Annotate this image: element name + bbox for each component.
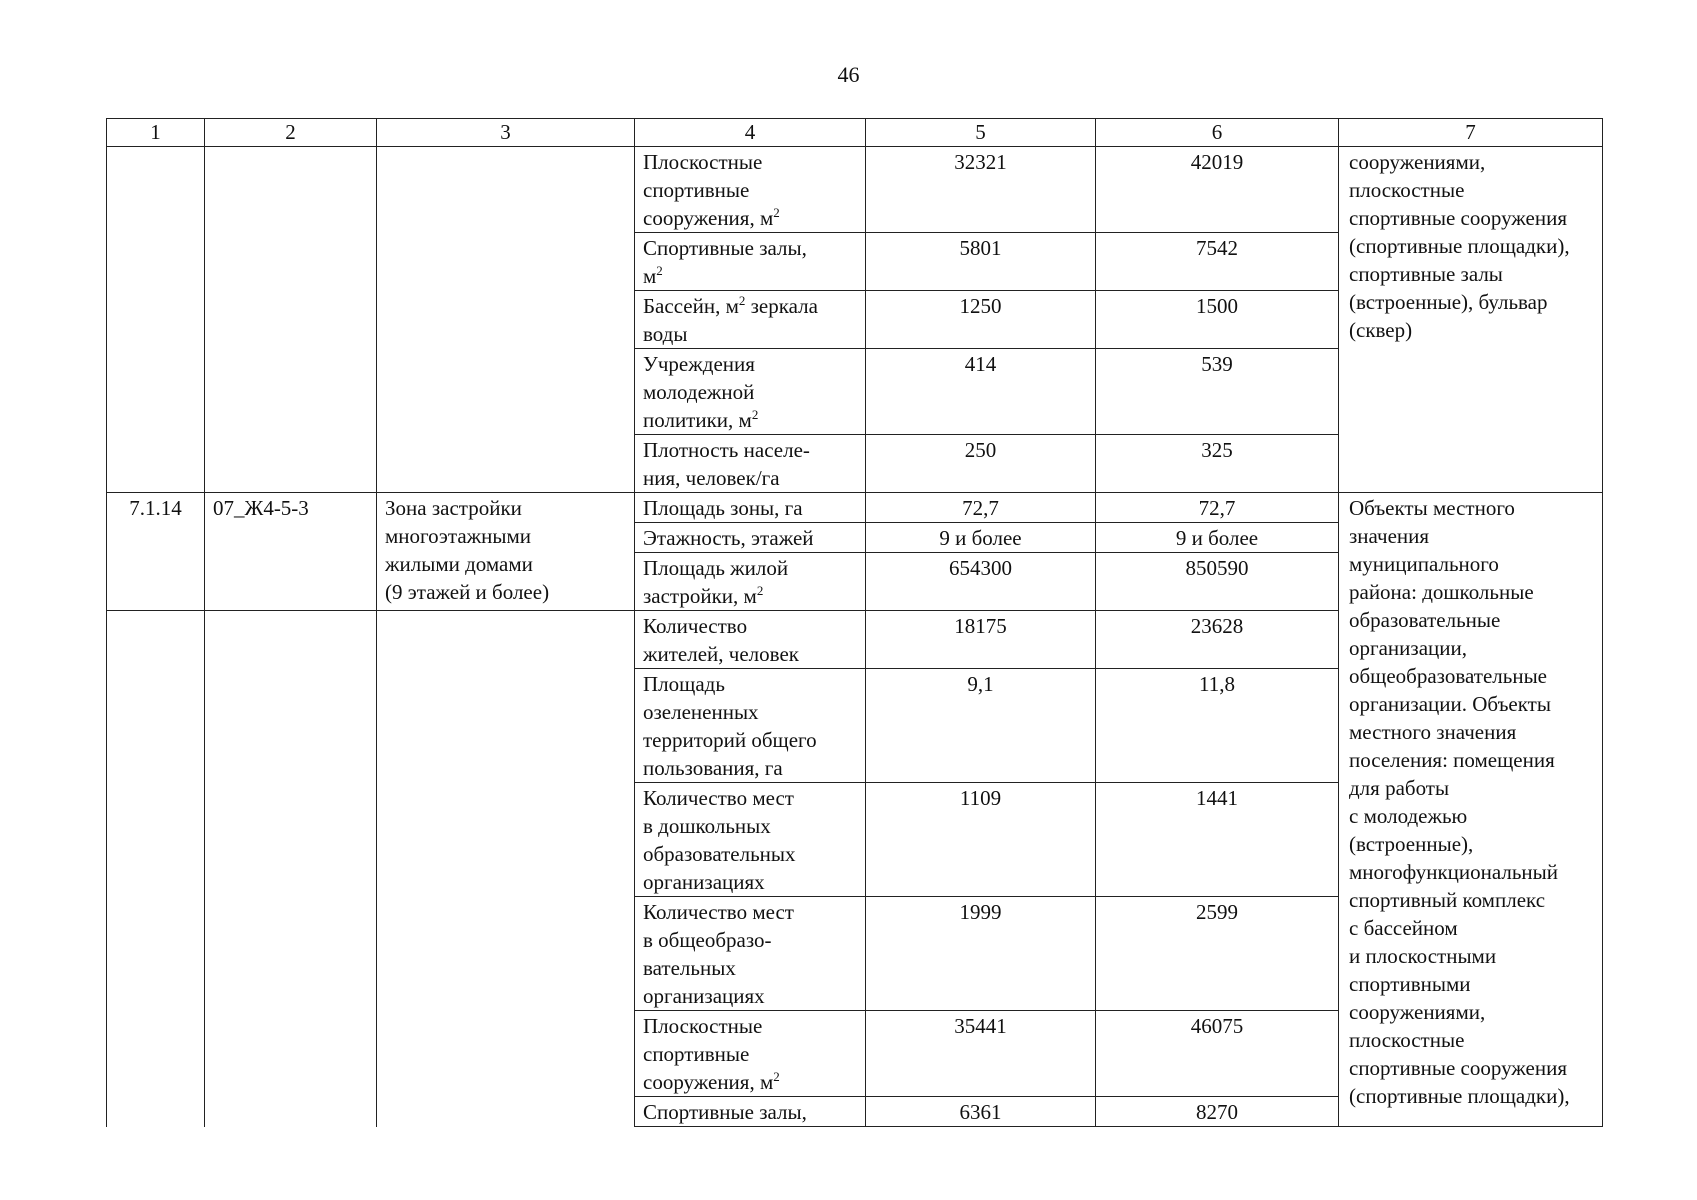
table-row (107, 147, 1603, 233)
param-cell (635, 233, 866, 291)
value-col-6: 72,7 (1096, 493, 1339, 523)
param-cell (635, 669, 866, 783)
header-col-1: 1 (107, 119, 205, 147)
value-col-5: 1999 (866, 897, 1096, 1011)
param-label: Плоскостные спортивные сооружения, м (643, 1014, 774, 1094)
header-col-5: 5 (866, 119, 1096, 147)
param-label: Площадь жилой застройки, м (643, 556, 789, 608)
value-col-5: 654300 (866, 553, 1096, 611)
param-cell (635, 1011, 866, 1097)
zone-id: 07_Ж4-5-3 (205, 493, 377, 611)
param-label: Плоскостные спортивные сооружения, м (643, 150, 774, 230)
note-cell: сооружениями, плоскостные спортивные сооружения (спортивные площадки), спортивные залы (встроенные), бульвар (сквер) (1339, 147, 1603, 493)
value-col-5: 35441 (866, 1011, 1096, 1097)
header-col-7: 7 (1339, 119, 1603, 147)
header-col-3: 3 (377, 119, 635, 147)
empty-col-1 (107, 611, 205, 1127)
param-label: Количество мест в общеобразо- вательных организациях (643, 900, 794, 1008)
value-col-5: 18175 (866, 611, 1096, 669)
value-col-6: 850590 (1096, 553, 1339, 611)
value-col-6: 8270 (1096, 1097, 1339, 1127)
value-col-5: 250 (866, 435, 1096, 493)
zone-name: Зона застройки многоэтажными жилыми домами (9 этажей и более) (377, 493, 635, 611)
note-cell: Объекты местного значения муниципального района: дошкольные образовательные организации, общеобразовательные организации. Объекты местного значения поселения: помещения для работы с молодежью (встроенные), многофункциональный спортивный комплекс с бассейном и плоскостными спортивными сооружениями, плоскостные спортивные сооружения (спортивные площадки), (1339, 493, 1603, 1127)
value-col-6: 2599 (1096, 897, 1339, 1011)
value-col-6: 46075 (1096, 1011, 1339, 1097)
page-number: 46 (837, 62, 860, 87)
value-col-5: 1250 (866, 291, 1096, 349)
zone-code: 7.1.14 (107, 493, 205, 611)
value-col-5: 9,1 (866, 669, 1096, 783)
param-unit-superscript: 2 (773, 1069, 780, 1084)
value-col-5: 6361 (866, 1097, 1096, 1127)
value-col-5: 72,7 (866, 493, 1096, 523)
param-unit-superscript: 2 (656, 263, 663, 278)
value-col-6: 42019 (1096, 147, 1339, 233)
empty-col-3 (377, 611, 635, 1127)
value-col-6: 325 (1096, 435, 1339, 493)
param-label: Бассейн, м (643, 294, 739, 318)
value-col-5: 1109 (866, 783, 1096, 897)
param-cell (635, 349, 866, 435)
param-cell (635, 523, 866, 553)
param-cell (635, 783, 866, 897)
value-col-6: 1441 (1096, 783, 1339, 897)
value-col-6: 1500 (1096, 291, 1339, 349)
header-col-6: 6 (1096, 119, 1339, 147)
empty-col-2 (205, 611, 377, 1127)
param-unit-superscript: 2 (756, 583, 764, 598)
value-col-6: 11,8 (1096, 669, 1339, 783)
param-cell (635, 553, 866, 611)
empty-col-1 (107, 147, 205, 493)
param-label: Количество мест в дошкольных образовательных организациях (643, 786, 796, 894)
param-label-tail: зеркала воды (643, 294, 818, 346)
param-label: Спортивные залы, (643, 1100, 807, 1124)
empty-col-2 (205, 147, 377, 493)
param-cell (635, 147, 866, 233)
header-row (107, 119, 1603, 147)
table-row (107, 493, 1603, 523)
value-col-6: 7542 (1096, 233, 1339, 291)
param-cell (635, 611, 866, 669)
param-label: Учреждения молодежной политики, м (643, 352, 755, 432)
param-cell (635, 897, 866, 1011)
value-col-5: 32321 (866, 147, 1096, 233)
param-cell (635, 493, 866, 523)
empty-col-3 (377, 147, 635, 493)
value-col-6: 9 и более (1096, 523, 1339, 553)
param-unit-superscript: 2 (738, 293, 746, 308)
param-label: Плотность населе- ния, человек/га (643, 438, 810, 490)
param-label: Площадь озелененных территорий общего пользования, га (643, 672, 817, 780)
value-col-5: 9 и более (866, 523, 1096, 553)
param-cell (635, 1097, 866, 1127)
value-col-6: 539 (1096, 349, 1339, 435)
param-cell (635, 435, 866, 493)
param-label: Этажность, этажей (643, 526, 814, 550)
param-unit-superscript: 2 (751, 407, 759, 422)
header-col-4: 4 (635, 119, 866, 147)
param-cell (635, 291, 866, 349)
indicators-table (106, 118, 1603, 1127)
param-label: Площадь зоны, га (643, 496, 803, 520)
value-col-5: 5801 (866, 233, 1096, 291)
value-col-5: 414 (866, 349, 1096, 435)
param-label: Количество жителей, человек (643, 614, 799, 666)
param-label: Спортивные залы, м (643, 236, 807, 288)
header-col-2: 2 (205, 119, 377, 147)
value-col-6: 23628 (1096, 611, 1339, 669)
param-unit-superscript: 2 (773, 205, 780, 220)
